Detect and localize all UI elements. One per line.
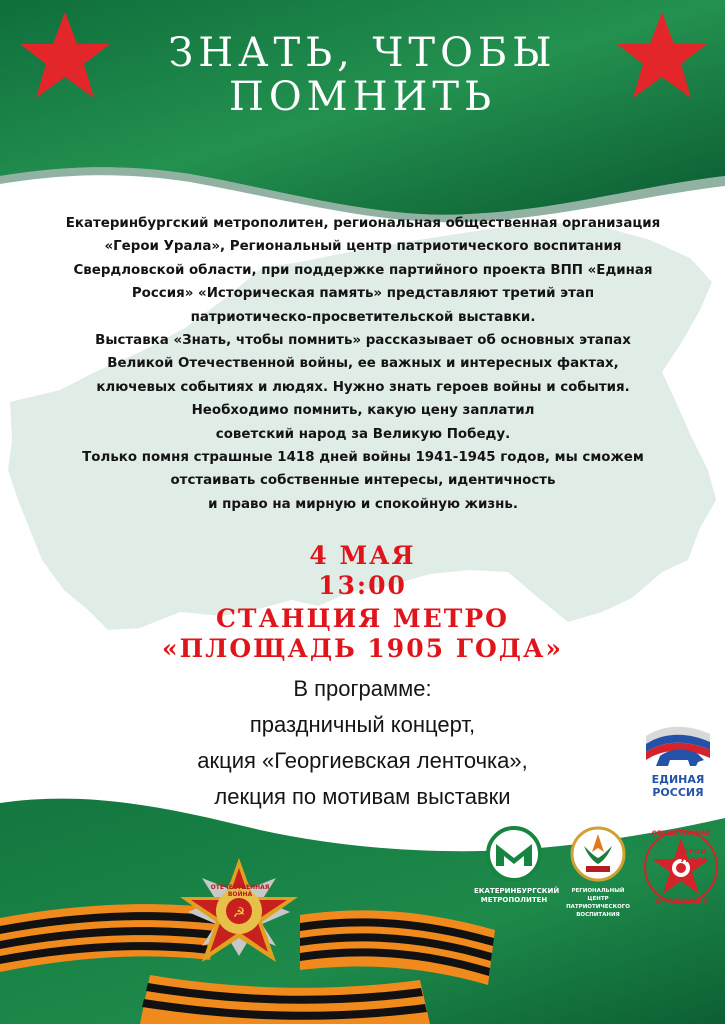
body-line: патриотическо-просветительской выставки. (190, 309, 536, 325)
page-title-line-1: ЗНАТЬ, ЧТОБЫ (168, 30, 557, 76)
event-station-name: «ПЛОЩАДЬ 1905 ГОДА» (162, 634, 563, 663)
united-russia-logo (640, 722, 716, 808)
heroes-ural-logo (640, 826, 722, 908)
body-line: «Герои Урала», Региональный центр патриотического воспитания (104, 239, 622, 255)
body-line: Только помня страшные 1418 дней войны 1941-1945 годов, мы сможем (82, 450, 644, 466)
body-line: отстаивать собственные интересы, идентичность (170, 473, 556, 489)
body-line: Екатеринбургский метрополитен, региональная общественная организация (65, 216, 661, 231)
body-line: Выставка «Знать, чтобы помнить» рассказывает об основных этапах (95, 333, 631, 349)
body-line: Великой Отечественной войны, ее важных и интересных фактах, (107, 356, 619, 372)
united-russia-caption-2: РОССИЯ (652, 786, 704, 799)
heroes-ural-ring-top: ОБЩЕСТВЕННАЯ (651, 830, 711, 837)
metro-logo (474, 826, 560, 906)
event-station-label: СТАНЦИЯ МЕТРО (216, 604, 509, 633)
patriotic-center-caption-2: ПАТРИОТИЧЕСКОГО ВОСПИТАНИЯ (566, 904, 630, 918)
patriotic-center-caption-1: РЕГИОНАЛЬНЫЙ ЦЕНТР (571, 888, 625, 902)
page-title-line-2: ПОМНИТЬ (228, 74, 497, 120)
metro-m-icon (474, 826, 554, 882)
heroes-ural-star-icon (640, 826, 722, 908)
order-ring-text: ОТЕЧЕСТВЕННАЯ ВОЙНА (210, 884, 270, 898)
patriotic-center-logo (560, 826, 636, 918)
event-time: 13:00 (318, 571, 407, 600)
svg-text:☭: ☭ (232, 905, 246, 921)
united-russia-caption-1: ЕДИНАЯ (651, 773, 705, 786)
heroes-ural-ring-bottom: ОРГАНИЗАЦИЯ (654, 898, 708, 905)
heroes-ural-ring-side: ГЕРОИ УРАЛА (680, 848, 708, 864)
program-item: лекция по мотивам выставки (214, 784, 511, 809)
body-line: Свердловской области, при поддержке партийного проекта ВПП «Единая (73, 262, 653, 278)
program-item: акция «Георгиевская ленточка», (197, 748, 528, 773)
united-russia-flag-bear-icon (640, 722, 716, 768)
program-item: праздничный концерт, (249, 712, 476, 737)
metro-caption-2: МЕТРОПОЛИТЕН (480, 896, 548, 904)
metro-caption-1: ЕКАТЕРИНБУРГСКИЙ (474, 887, 560, 895)
patriotic-center-emblem-icon (560, 826, 636, 882)
event-date: 4 МАЯ (309, 541, 416, 570)
body-line: ключевых событиях и людях. Нужно знать героев войны и события. (96, 379, 630, 395)
program-heading: В программе: (293, 676, 432, 701)
body-text (18, 212, 708, 516)
body-line: Необходимо помнить, какую цену заплатил (191, 403, 535, 419)
body-line: и право на мирную и спокойную жизнь. (208, 496, 518, 512)
body-line: советский народ за Великую Победу. (215, 426, 511, 442)
body-line: Россия» «Историческая память» представляют третий этап (131, 286, 595, 302)
